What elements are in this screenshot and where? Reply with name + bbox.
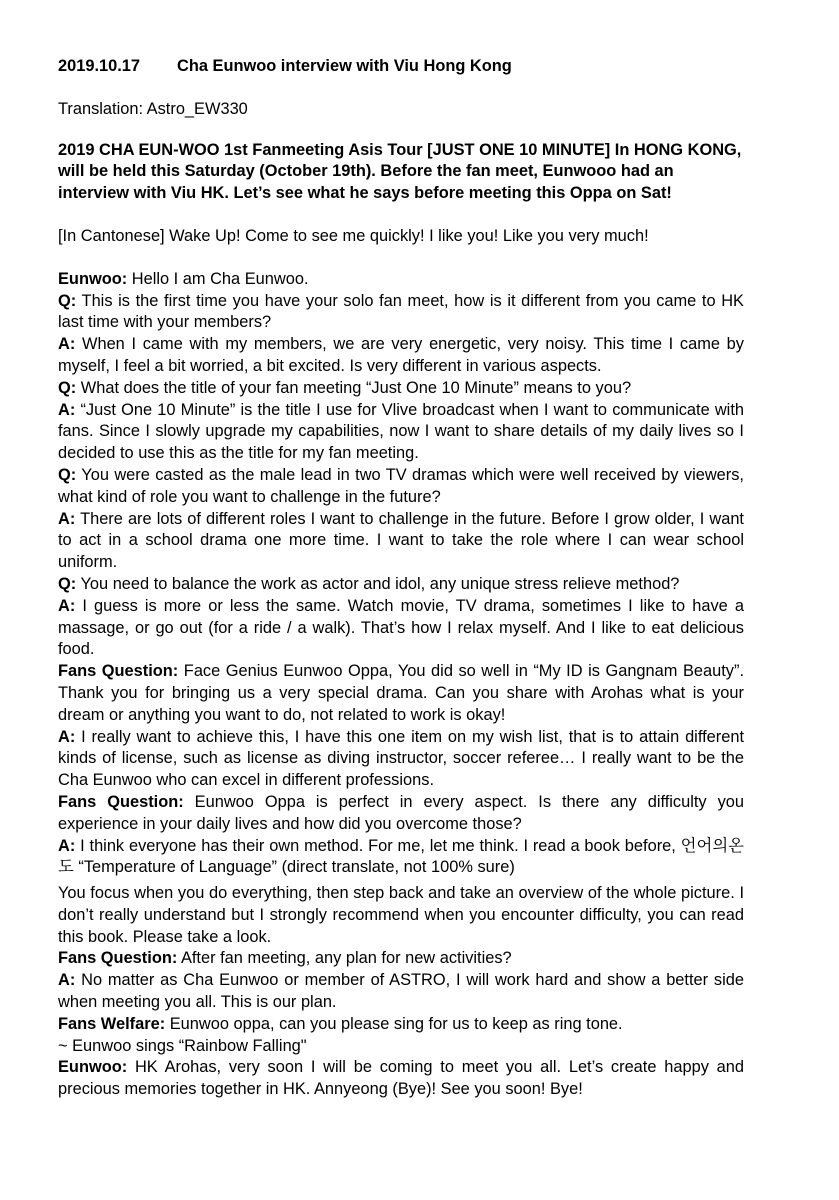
line-text: I think everyone has their own method. For me, let me think. I read a book before, 언어의온도 “Temperature of Language” (direct translate, not 100% sure): [58, 836, 744, 877]
line-text: Face Genius Eunwoo Oppa, You did so well in “My ID is Gangnam Beauty”. Thank you for bringing us a very special drama. Can you share with Arohas what is your dream or anything you want to do, not related to work is okay!: [58, 662, 745, 724]
transcript-line: [58, 291, 744, 335]
transcript-line: [58, 269, 744, 291]
transcript-line: [58, 1014, 744, 1036]
title-text: Cha Eunwoo interview with Viu Hong Kong: [177, 57, 512, 75]
speaker-label: Fans Question:: [58, 949, 178, 968]
line-text: No matter as Cha Eunwoo or member of ASTRO, I will work hard and show a better side when meeting you all. This is our plan.: [58, 971, 744, 1012]
speaker-label: A:: [58, 971, 76, 990]
speaker-label: Q:: [58, 378, 77, 397]
line-text: HK Arohas, very soon I will be coming to meet you all. Let’s create happy and precious memories together in HK. Annyeong (Bye)! See you soon! Bye!: [58, 1058, 744, 1099]
line-text: What does the title of your fan meeting “Just One 10 Minute” means to you?: [76, 378, 632, 397]
speaker-label: Fans Welfare:: [58, 1014, 166, 1033]
speaker-label: A:: [58, 509, 76, 528]
transcript-line: [58, 970, 744, 1014]
transcript-line: [58, 509, 744, 574]
speaker-label: Fans Question:: [58, 662, 179, 681]
line-text: After fan meeting, any plan for new activities?: [177, 949, 512, 968]
speaker-label: Q:: [58, 291, 77, 310]
document-title: [58, 56, 744, 78]
transcript-line: [58, 465, 744, 509]
speaker-label: Fans Question:: [58, 792, 184, 811]
cantonese-greeting: [In Cantonese] Wake Up! Come to see me quickly! I like you! Like you very much!: [58, 226, 649, 245]
interview-transcript: [58, 269, 744, 1101]
line-text: When I came with my members, we are very energetic, very noisy. This time I came by myself, I feel a bit worried, a bit excited. Is very different in various aspects.: [58, 335, 744, 375]
line-text: There are lots of different roles I want to challenge in the future. Before I grow older, I want to act in a school drama one more time. I want to take the role where I can wear school uniform.: [58, 509, 744, 572]
line-text: “Just One 10 Minute” is the title I use for Vlive broadcast when I want to communicate with fans. Since I slowly upgrade my capabilities, now I want to share details of my daily lives so I decided to use this as the title for my fan meeting.: [58, 400, 744, 463]
line-text: Hello I am Cha Eunwoo.: [127, 269, 309, 288]
title-date: 2019.10.17: [58, 57, 141, 75]
transcript-line: [58, 948, 744, 970]
transcript-line: [58, 574, 744, 596]
speaker-label: A:: [58, 596, 76, 615]
transcript-line: [58, 883, 744, 948]
speaker-label: Eunwoo:: [58, 1058, 128, 1077]
speaker-label: Q:: [58, 574, 77, 593]
line-text: ~ Eunwoo sings “Rainbow Falling": [58, 1036, 307, 1055]
speaker-label: A:: [58, 400, 76, 419]
speaker-label: A:: [58, 836, 76, 855]
speaker-label: Eunwoo:: [58, 269, 128, 288]
line-text: Eunwoo Oppa is perfect in every aspect. Is there any difficulty you experience in your daily lives and how did you overcome those?: [58, 792, 744, 833]
line-text: This is the first time you have your solo fan meet, how is it different from you came to HK last time with your members?: [58, 291, 744, 332]
intro-paragraph: 2019 CHA EUN-WOO 1st Fanmeeting Asis Tour [JUST ONE 10 MINUTE] In HONG KONG, will be held this Saturday (October 19th). Before the fan meet, Eunwooo had an interview with Viu HK. Let’s see what he says before meeting this Oppa on Sat!: [58, 140, 742, 203]
line-text: Eunwoo oppa, can you please sing for us to keep as ring tone.: [165, 1014, 623, 1033]
speaker-label: Q:: [58, 465, 77, 484]
transcript-line: [58, 400, 744, 465]
line-text: I really want to achieve this, I have this one item on my wish list, that is to attain different kinds of license, such as license as diving instructor, soccer referee… I really want to be the Cha Eunwoo who can excel in different professions.: [58, 727, 744, 790]
transcript-line: [58, 596, 744, 661]
translation-credit: Translation: Astro_EW330: [58, 99, 248, 118]
transcript-line: [58, 661, 744, 726]
line-text: You need to balance the work as actor and idol, any unique stress relieve method?: [76, 574, 680, 593]
document-page: [58, 56, 744, 1101]
transcript-line: [58, 1036, 744, 1058]
transcript-line: [58, 727, 744, 792]
speaker-label: A:: [58, 335, 76, 354]
line-text: You focus when you do everything, then step back and take an overview of the whole picture. I don’t really understand but I strongly recommend when you encounter difficulty, you can read this book. Please take a look.: [58, 884, 744, 946]
transcript-line: [58, 1057, 744, 1101]
transcript-line: [58, 334, 744, 378]
transcript-line: [58, 792, 744, 836]
speaker-label: A:: [58, 727, 76, 746]
transcript-line: [58, 836, 744, 880]
transcript-line: [58, 378, 744, 400]
line-text: I guess is more or less the same. Watch movie, TV drama, sometimes I like to have a massage, or go out (for a ride / a walk). That’s how I relax myself. And I like to eat delicious food.: [58, 596, 744, 659]
line-text: You were casted as the male lead in two TV dramas which were well received by viewers, what kind of role you want to challenge in the future?: [58, 465, 744, 506]
